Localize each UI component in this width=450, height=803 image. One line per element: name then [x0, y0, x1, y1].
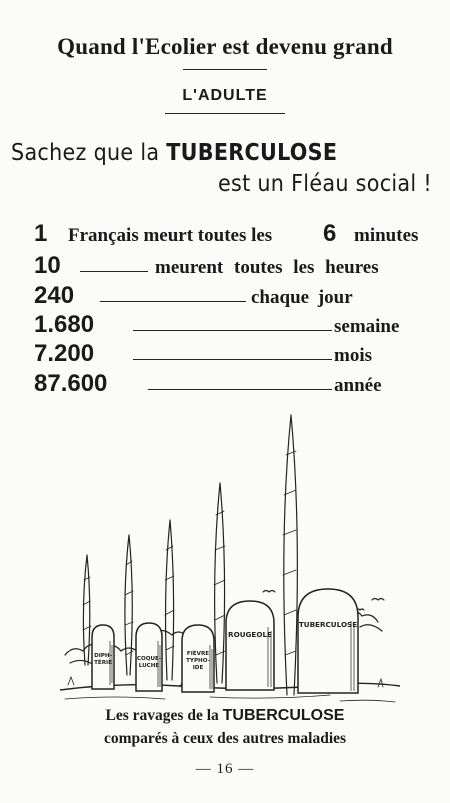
fill-line	[100, 301, 246, 302]
stat-text: année	[334, 375, 382, 396]
stat-text: chaque jour	[251, 287, 353, 308]
stat-row-5	[34, 342, 434, 368]
tombstone	[298, 589, 358, 693]
tombstone-label: LUCHE	[138, 663, 160, 669]
page-subtitle: L'ADULTE	[182, 87, 268, 104]
stat-row-1	[34, 222, 434, 248]
stat-text: mois	[334, 345, 372, 366]
stat-text: Français meurt toutes les	[68, 225, 273, 246]
fill-line	[80, 271, 148, 272]
stat-number: 7.200	[34, 340, 95, 367]
subtitle-divider	[165, 113, 285, 114]
stat-number: 240	[34, 282, 75, 309]
title-divider	[183, 69, 267, 70]
stat-row-2	[34, 254, 434, 280]
stat-number: 10	[34, 252, 61, 279]
stat-text: minutes	[354, 225, 419, 246]
caption-prefix: Les ravages de la	[105, 707, 223, 724]
bird-icon	[263, 591, 275, 593]
illustration-caption-line-1	[0, 707, 450, 725]
page-number: — 16 —	[195, 761, 255, 777]
tombstone-label: IDE	[192, 665, 204, 671]
fill-line	[148, 389, 332, 390]
caption-emphasis: TUBERCULOSE	[222, 707, 345, 724]
stat-number: 1	[34, 220, 48, 247]
slogan-line-1	[11, 140, 337, 166]
stat-row-6	[34, 372, 434, 398]
stat-text: meurent toutes les heures	[155, 257, 379, 278]
fill-line	[133, 330, 332, 331]
tombstone-label: TYPHO-	[186, 658, 210, 664]
tombstone	[226, 601, 274, 690]
stat-row-3	[34, 284, 434, 310]
tombstone-label: DIPH-	[94, 653, 112, 659]
stat-row-4	[34, 313, 434, 339]
tombstone-label: FIÈVRE	[186, 651, 210, 657]
slogan-prefix: Sachez que la	[11, 140, 167, 166]
stat-text: semaine	[334, 316, 400, 337]
tombstone-label: COQUE-	[136, 656, 162, 662]
cemetery-illustration	[60, 405, 400, 705]
bird-icon	[372, 599, 384, 601]
tombstone-label: TÉRIE	[94, 660, 112, 666]
fill-line	[133, 359, 332, 360]
stat-number: 6	[323, 220, 337, 247]
page-title: Quand l'Ecolier est devenu grand	[57, 34, 393, 59]
slogan-line-2: est un Fléau social !	[218, 171, 432, 197]
slogan-emphasis: TUBERCULOSE	[166, 140, 338, 166]
stat-number: 87.600	[34, 370, 108, 397]
tombstone-label: TUBERCULOSE	[298, 620, 358, 629]
tombstone-label: ROUGEOLE	[228, 630, 272, 639]
stat-number: 1.680	[34, 311, 95, 338]
illustration-caption-line-2: comparés à ceux des autres maladies	[103, 730, 347, 747]
